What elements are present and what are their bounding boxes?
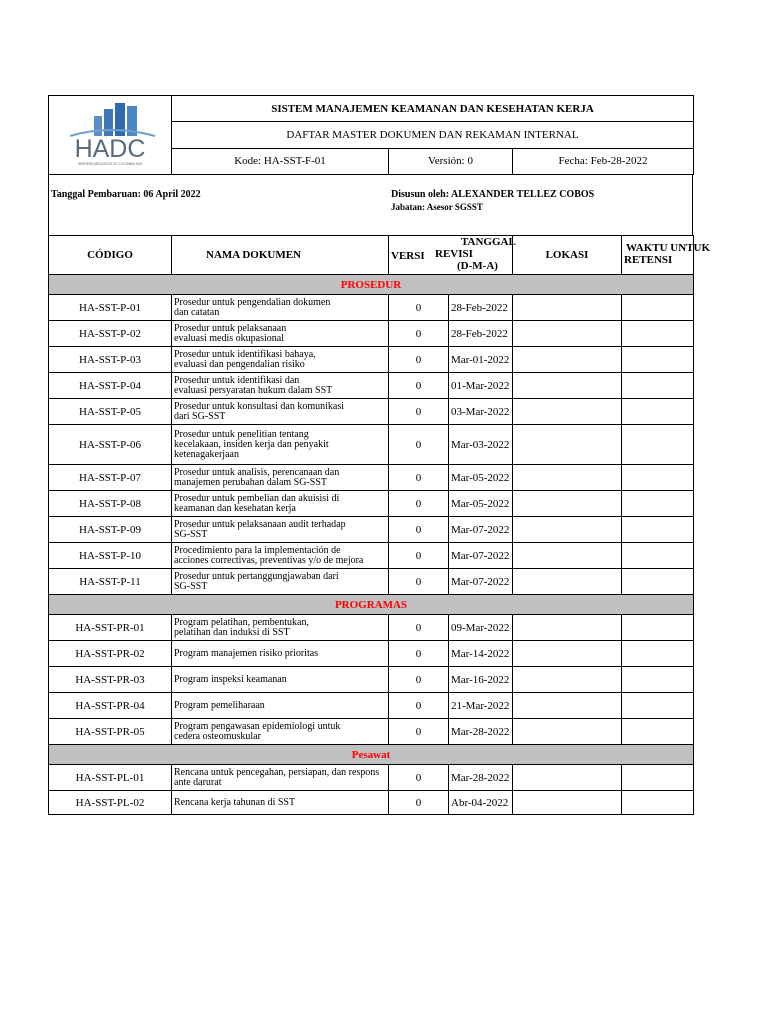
retention-cell [622,615,694,641]
document-code-cell: HA-SST-PL-02 [49,791,172,815]
document-code-cell: HA-SST-P-08 [49,491,172,517]
list-title: DAFTAR MASTER DOKUMEN DAN REKAMAN INTERNAL [172,122,694,148]
location-cell [513,667,622,693]
document-code-cell: HA-SST-P-03 [49,347,172,373]
table-row [49,569,694,595]
version-cell: 0 [389,719,449,745]
table-row [49,517,694,543]
revision-date-cell: Mar-03-2022 [449,425,513,465]
col-waktu [622,236,711,275]
revision-date-cell: Mar-28-2022 [449,719,513,745]
retention-cell [622,693,694,719]
revision-date-cell: 28-Feb-2022 [449,295,513,321]
document-name-cell: Prosedur untuk identifikasi bahaya, evaluasi dan pengendalian risiko [172,347,389,373]
revision-date-cell: Mar-14-2022 [449,641,513,667]
col-codigo: CÓDIGO [49,236,172,275]
version-cell: 0 [389,399,449,425]
hadc-logo-icon [50,96,171,171]
document-name-cell: Prosedur untuk pembelian dan akuisisi di keamanan dan kesehatan kerja [172,491,389,517]
version-cell: 0 [389,347,449,373]
col-tanggal: TANGGAL [461,236,516,248]
revision-date-cell: Mar-07-2022 [449,569,513,595]
revision-date-cell: 09-Mar-2022 [449,615,513,641]
version-cell: 0 [389,321,449,347]
version-cell: 0 [389,543,449,569]
col-revisi: REVISI [435,248,473,260]
section-header-row [49,275,694,295]
prepared-by: Disusun oleh: ALEXANDER TELLEZ COBOS [391,189,595,200]
location-cell [513,569,622,595]
document-code-cell: HA-SST-PR-05 [49,719,172,745]
retention-cell [622,667,694,693]
document-code-cell: HA-SST-PR-03 [49,667,172,693]
retention-cell [622,425,694,465]
document-name-cell: Procedimiento para la implementación de acciones correctivas, preventivas y/o de mejora [172,543,389,569]
retention-cell [622,517,694,543]
location-cell [513,399,622,425]
location-cell [513,347,622,373]
location-cell [513,693,622,719]
info-block [48,175,693,235]
location-cell [513,719,622,745]
location-cell [513,765,622,791]
document-name-cell: Prosedur untuk pelaksanaan audit terhadap SG-SST [172,517,389,543]
document-name-cell: Program manajemen risiko prioritas [172,641,389,667]
retention-cell [622,321,694,347]
document-name-cell: Prosedur untuk pertanggungjawaban dari SG-SST [172,569,389,595]
document-code-cell: HA-SST-P-09 [49,517,172,543]
revision-date-cell: Mar-07-2022 [449,543,513,569]
location-cell [513,425,622,465]
table-row [49,295,694,321]
section-title: PROSEDUR [49,275,694,295]
retention-cell [622,399,694,425]
section-header-row [49,595,694,615]
table-row [49,373,694,399]
document-code-cell: HA-SST-PL-01 [49,765,172,791]
header-table [48,95,694,175]
section-title: Pesawat [49,745,694,765]
col-lokasi: LOKASI [513,236,622,275]
document-code-cell: HA-SST-P-04 [49,373,172,399]
location-cell [513,641,622,667]
document-date: Fecha: Feb-28-2022 [513,148,694,174]
retention-cell [622,569,694,595]
retention-cell [622,641,694,667]
col-dma: (D-M-A) [457,260,498,272]
table-row [49,321,694,347]
document-name-cell: Prosedur untuk identifikasi dan evaluasi persyaratan hukum dalam SST [172,373,389,399]
version-cell: 0 [389,517,449,543]
document-name-cell: Program pengawasan epidemiologi untuk cedera osteomuskular [172,719,389,745]
location-cell [513,465,622,491]
document-name-cell: Prosedur untuk pelaksanaan evaluasi medis okupasional [172,321,389,347]
version-cell: 0 [389,693,449,719]
version-cell: 0 [389,491,449,517]
retention-cell [622,491,694,517]
revision-date-cell: Abr-04-2022 [449,791,513,815]
document-name-cell: Program inspeksi keamanan [172,667,389,693]
table-row [49,425,694,465]
section-title: PROGRAMAS [49,595,694,615]
document-code-cell: HA-SST-P-06 [49,425,172,465]
table-row [49,641,694,667]
retention-cell [622,791,694,815]
location-cell [513,295,622,321]
location-cell [513,517,622,543]
version-cell: 0 [389,465,449,491]
revision-date-cell: 03-Mar-2022 [449,399,513,425]
table-row [49,693,694,719]
revision-date-cell: Mar-05-2022 [449,491,513,517]
version-cell: 0 [389,425,449,465]
document-code-cell: HA-SST-P-01 [49,295,172,321]
document-version: Versión: 0 [389,148,513,174]
table-row [49,399,694,425]
col-waktu-line2: RETENSI [624,254,673,266]
document-code-cell: HA-SST-PR-02 [49,641,172,667]
document-code-cell: HA-SST-P-05 [49,399,172,425]
version-cell: 0 [389,641,449,667]
svg-text:HERRERA ABOGADOS DE COLOMBIA S: HERRERA ABOGADOS DE COLOMBIA SAS [77,162,142,166]
col-versi: VERSI [391,250,425,262]
version-cell: 0 [389,791,449,815]
company-logo [49,96,172,175]
column-header-row [49,236,694,275]
revision-date-cell: 21-Mar-2022 [449,693,513,719]
location-cell [513,321,622,347]
document-code-cell: HA-SST-PR-01 [49,615,172,641]
section-header-row [49,745,694,765]
retention-cell [622,543,694,569]
revision-date-cell: Mar-05-2022 [449,465,513,491]
retention-cell [622,373,694,399]
table-row [49,765,694,791]
document-code-cell: HA-SST-P-07 [49,465,172,491]
position: Jabatan: Asesor SGSST [391,202,483,212]
version-cell: 0 [389,765,449,791]
document-name-cell: Prosedur untuk konsultasi dan komunikasi dari SG-SST [172,399,389,425]
document-code-cell: HA-SST-P-02 [49,321,172,347]
table-row [49,347,694,373]
document-name-cell: Prosedur untuk pengendalian dokumen dan catatan [172,295,389,321]
location-cell [513,491,622,517]
document-name-cell: Program pelatihan, pembentukan, pelatihan dan induksi di SST [172,615,389,641]
document-name-cell: Rencana kerja tahunan di SST [172,791,389,815]
update-date: Tanggal Pembaruan: 06 April 2022 [51,189,201,200]
table-row [49,667,694,693]
document-code-cell: HA-SST-P-11 [49,569,172,595]
table-row [49,719,694,745]
table-row [49,543,694,569]
revision-date-cell: Mar-01-2022 [449,347,513,373]
retention-cell [622,765,694,791]
retention-cell [622,295,694,321]
revision-date-cell: Mar-16-2022 [449,667,513,693]
table-row [49,615,694,641]
retention-cell [622,347,694,373]
table-row [49,791,694,815]
document-name-cell: Prosedur untuk analisis, perencanaan dan manajemen perubahan dalam SG-SST [172,465,389,491]
system-title: SISTEM MANAJEMEN KEAMANAN DAN KESEHATAN KERJA [172,96,694,122]
document-code-cell: HA-SST-PR-04 [49,693,172,719]
document-name-cell: Prosedur untuk penelitian tentang kecelakaan, insiden kerja dan penyakit ketenagakerjaan [172,425,389,465]
location-cell [513,615,622,641]
revision-date-cell: 01-Mar-2022 [449,373,513,399]
retention-cell [622,465,694,491]
location-cell [513,791,622,815]
revision-date-cell: 28-Feb-2022 [449,321,513,347]
document-code: Kode: HA-SST-F-01 [172,148,389,174]
table-row [49,465,694,491]
location-cell [513,543,622,569]
document-sheet [48,95,711,815]
version-cell: 0 [389,295,449,321]
location-cell [513,373,622,399]
revision-date-cell: Mar-07-2022 [449,517,513,543]
col-versi-tanggal [389,236,516,275]
revision-date-cell: Mar-28-2022 [449,765,513,791]
version-cell: 0 [389,667,449,693]
document-list-table [48,235,711,815]
col-waktu-line1: WAKTU UNTUK [626,242,711,254]
document-name-cell: Program pemeliharaan [172,693,389,719]
version-cell: 0 [389,569,449,595]
version-cell: 0 [389,615,449,641]
col-nama-dokumen: NAMA DOKUMEN [172,236,389,275]
retention-cell [622,719,694,745]
table-row [49,491,694,517]
svg-text:HADC: HADC [74,135,145,163]
document-name-cell: Rencana untuk pencegahan, persiapan, dan respons ante darurat [172,765,389,791]
document-code-cell: HA-SST-P-10 [49,543,172,569]
version-cell: 0 [389,373,449,399]
